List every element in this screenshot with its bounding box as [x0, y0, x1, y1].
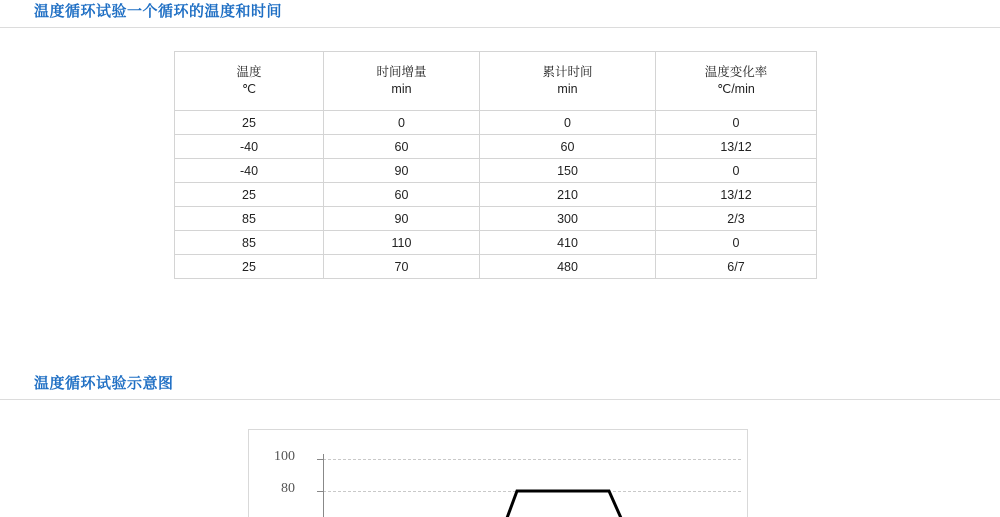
table-row	[175, 207, 817, 231]
cell-time-increment: 70	[324, 255, 480, 279]
column-header-time-increment-title: 时间增量	[376, 65, 427, 79]
temperature-cycle-table	[174, 51, 817, 279]
cell-cumulative-time: 480	[480, 255, 656, 279]
temperature-cycle-table-wrapper	[174, 51, 817, 279]
cell-cumulative-time: 410	[480, 231, 656, 255]
cell-cumulative-time: 150	[480, 159, 656, 183]
table-row	[175, 183, 817, 207]
column-header-rate-of-change-title: 温度变化率	[704, 65, 768, 79]
table-row	[175, 255, 817, 279]
page-title-chart-section: 温度循环试验示意图	[0, 372, 1000, 400]
cell-time-increment: 110	[324, 231, 480, 255]
cell-cumulative-time: 210	[480, 183, 656, 207]
cell-temperature: -40	[175, 135, 324, 159]
column-header-rate-of-change	[656, 52, 817, 111]
column-header-time-increment	[324, 52, 480, 111]
column-header-temperature-title: 温度	[236, 65, 262, 79]
cell-temperature: -40	[175, 159, 324, 183]
cell-temperature: 25	[175, 255, 324, 279]
cell-time-increment: 0	[324, 111, 480, 135]
y-axis-label-100: 100	[274, 449, 295, 464]
cell-rate-of-change: 0	[656, 231, 817, 255]
column-header-temperature-unit: ℃	[241, 82, 257, 96]
cell-rate-of-change: 2/3	[656, 207, 817, 231]
table-body	[175, 111, 817, 279]
cell-rate-of-change: 0	[656, 159, 817, 183]
cell-cumulative-time: 60	[480, 135, 656, 159]
table-header	[175, 52, 817, 111]
table-header-row	[175, 52, 817, 111]
column-header-cumulative-time-unit: min	[557, 82, 578, 96]
table-row	[175, 111, 817, 135]
chart-plot-area	[249, 430, 747, 517]
cell-time-increment: 90	[324, 207, 480, 231]
cell-temperature: 85	[175, 231, 324, 255]
table-row	[175, 231, 817, 255]
temperature-curve	[249, 430, 748, 517]
page-title-table-section: 温度循环试验一个循环的温度和时间	[0, 0, 1000, 28]
column-header-cumulative-time-title: 累计时间	[542, 65, 593, 79]
cell-temperature: 85	[175, 207, 324, 231]
column-header-time-increment-unit: min	[391, 82, 412, 96]
y-axis-label-80: 80	[281, 481, 295, 496]
cell-temperature: 25	[175, 183, 324, 207]
cell-rate-of-change: 13/12	[656, 135, 817, 159]
cell-time-increment: 60	[324, 183, 480, 207]
table-row	[175, 159, 817, 183]
cell-cumulative-time: 0	[480, 111, 656, 135]
cell-rate-of-change: 6/7	[656, 255, 817, 279]
cell-cumulative-time: 300	[480, 207, 656, 231]
cell-rate-of-change: 0	[656, 111, 817, 135]
cell-rate-of-change: 13/12	[656, 183, 817, 207]
temperature-cycle-chart	[248, 429, 748, 517]
cell-temperature: 25	[175, 111, 324, 135]
column-header-cumulative-time	[480, 52, 656, 111]
column-header-temperature	[175, 52, 324, 111]
column-header-rate-of-change-unit: ℃/min	[717, 82, 755, 96]
cell-time-increment: 90	[324, 159, 480, 183]
table-row	[175, 135, 817, 159]
cell-time-increment: 60	[324, 135, 480, 159]
